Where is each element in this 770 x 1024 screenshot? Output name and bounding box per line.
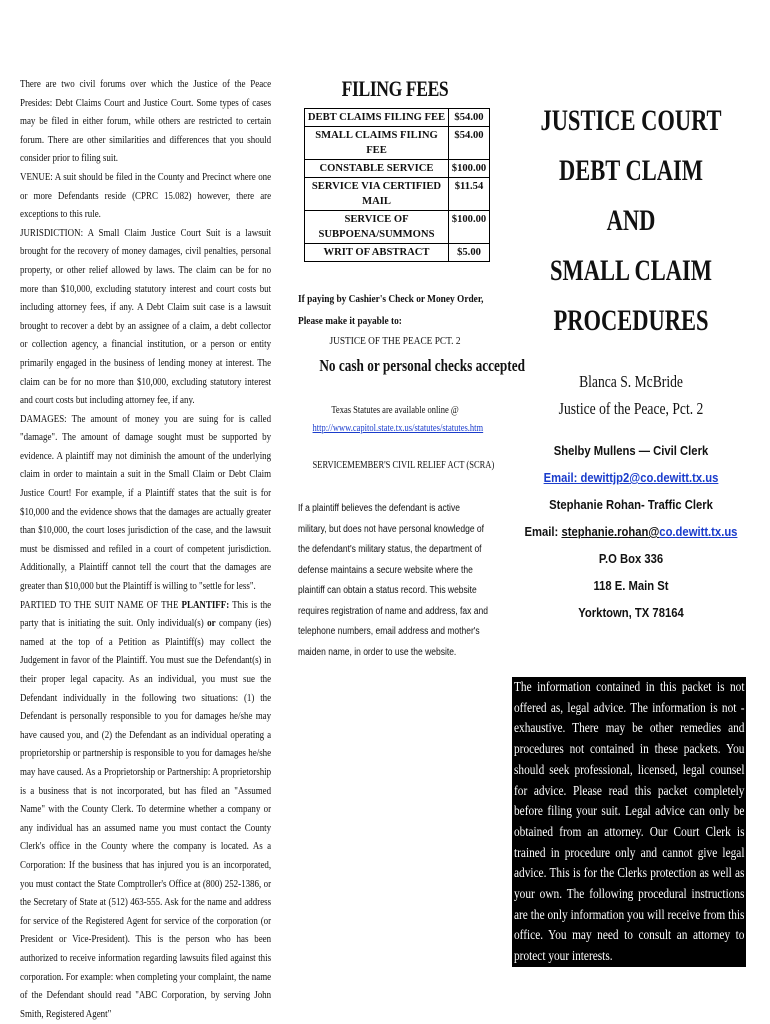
cover-title-line5: PROCEDURES — [553, 304, 709, 337]
filing-fees-table — [304, 108, 490, 262]
fee-row — [305, 244, 490, 262]
fee-amount: $54.00 — [449, 109, 490, 127]
statutes-text: Texas Statutes are available online @ — [331, 405, 459, 416]
po-box: P.O Box 336 — [598, 552, 664, 566]
damages-paragraph: DAMAGES: The amount of money you are suing for is called "damage". The amount of damage sought must be supported by evidence. A plaintiff may not diminish the amount of the underlying claim in order to maintain a suit in the Small Claim or Debt Claim Justice Court! For example, if a Plaintiff states that the suit is for $10,000 and the evidence shows that the damages are actually greater than $10,000, the court loses jurisdiction of the case, and the lawsuit must be dismissed and refiled in a court of competent jurisdiction. Additionally, a Plaintiff cannot tell the court that the damages are greater than $10,000 but the Plaintiff is willing to "settle for less". — [20, 413, 272, 593]
intro-paragraph: There are two civil forums over which the Justice of the Peace Presides: Debt Claims Court and Justice Court. Some types of cases may be filed in either forum, while others are restricted to certain forum. There are other similarities and differences that you should consider prior to filing suit. — [20, 79, 272, 165]
jurisdiction-paragraph: JURISDICTION: A Small Claim Justice Court Suit is a lawsuit brought for the recovery of money damages, civil penalties, personal property, or other relief allowed by laws. The claim can be for no more than $10,000, excluding statutory interest and court costs but including attorney fees, if any. A Debt Claim suit case is a lawsuit brought to recover a debt by an assignee of a claim, a debt collector or collection agency, a financial institution, or a person or entity primarily engaged in the business of lending money at interest. The claim can be for no more than $10,000, excluding statutory interest and court costs but including attorney fee, if any. — [20, 227, 272, 407]
civil-email-label: Email: — [543, 471, 581, 485]
traffic-clerk-email — [522, 519, 740, 546]
venue-paragraph: VENUE: A suit should be filed in the County and Precinct where one or more Defendants reside (CPRC 15.082) however, there are exceptions to this rule. — [20, 171, 272, 221]
traffic-clerk: Stephanie Rohan- Traffic Clerk — [549, 498, 713, 512]
filing-fees-title: FILING FEES — [341, 76, 449, 101]
fee-label: SMALL CLAIMS FILING FEE — [305, 127, 449, 160]
traffic-email-user[interactable]: stephanie.rohan@ — [561, 525, 660, 539]
disclaimer-box — [512, 677, 746, 967]
judge-name: Blanca S. McBride — [579, 372, 683, 391]
fees-column — [298, 76, 525, 663]
fee-amount: $54.00 — [449, 127, 490, 160]
procedures-column — [20, 76, 271, 1024]
fee-label: SERVICE OF SUBPOENA/SUMMONS — [305, 211, 449, 244]
fee-amount: $11.54 — [449, 178, 490, 211]
statutes-link[interactable]: http://www.capitol.state.tx.us/statutes/statutes.htm — [312, 423, 484, 434]
fee-row — [305, 178, 490, 211]
cover-title-line3: AND — [606, 204, 656, 237]
cover-title-line1: JUSTICE COURT — [540, 104, 722, 137]
scra-title: SERVICEMEMBER'S CIVIL RELIEF ACT (SCRA) — [312, 460, 495, 471]
scra-body: If a plaintiff believes the defendant is active military, but does not have personal knowledge of the defendant's military status, the department of defense maintains a secure website where the plaintiff can obtain a status record. This website requires registration of name and address, fax and telephone numbers, email address and mother's maiden name, in order to use the website. — [298, 503, 488, 658]
fee-label: CONSTABLE SERVICE — [305, 160, 449, 178]
no-cash-notice: No cash or personal checks accepted — [319, 356, 525, 375]
statutes-info — [312, 402, 484, 438]
civil-clerk: Shelby Mullens — Civil Clerk — [553, 444, 709, 458]
fee-row — [305, 127, 490, 160]
fee-amount: $100.00 — [449, 160, 490, 178]
fee-row — [305, 109, 490, 127]
fee-amount: $5.00 — [449, 244, 490, 262]
city-address: Yorktown, TX 78164 — [578, 606, 684, 620]
traffic-email-domain[interactable]: co.dewitt.tx.us — [659, 525, 738, 539]
cover-title-line2: DEBT CLAIM — [559, 154, 703, 187]
fee-row — [305, 160, 490, 178]
fee-label: DEBT CLAIMS FILING FEE — [305, 109, 449, 127]
payee: JUSTICE OF THE PEACE PCT. 2 — [329, 335, 461, 347]
fee-amount: $100.00 — [449, 211, 490, 244]
payment-note: If paying by Cashier's Check or Money Order, Please make it payable to: — [298, 293, 484, 327]
fee-label: WRIT OF ABSTRACT — [305, 244, 449, 262]
disclaimer-text: The information contained in this packet is not offered as, legal advice. The information is not -exhaustive. There may be other remedies and procedures not contained in these packets. You should seek professional, licensed, legal counsel for advice. Please read this packet completely before filing your suit. Legal advice can only be obtained from an attorney. Our Court Clerk is trained in procedure only and cannot give legal advice. This is for the Clerks protection as well as your own. The following procedural instructions are the only information you will receive from this office. You may need to consult an attorney to protect your interests. — [514, 679, 745, 964]
fee-label: SERVICE VIA CERTIFIED MAIL — [305, 178, 449, 211]
cover-column — [510, 96, 752, 627]
civil-email-link[interactable]: dewittjp2@co.dewitt.tx.us — [580, 471, 719, 485]
parties-paragraph: PARTIED TO THE SUIT NAME OF THE PLANTIFF: This is the party that is initiating the suit. Only individual(s) or company (ies) named at the top of a Petition as Plaintiff(s) may collect the Judgement in favor of the Plaintiff. You must sue the Defendant(s) in their proper legal capacity. As an individual, you must sue the Defendant individually in the following two situations: (1) the Defendant is personally responsible to you for damages he/she may have caused you, and (2) the Defendant as an individual operating a proprietorship or partnership is responsible to you for damages he/she may have caused. As a Proprietorship or Partnership: A proprietorship is a business that is not incorporated, but has filed an "Assumed Name" with the County Clerk. To determine whether a company or any individual has an assumed name you must contact the County Clerk's office in the County where the company is located. As a Corporation: If the business that has injured you is an incorporated, you must contact the State Comptroller's Office at (800) 252-1386, or the Secretary of State at (512) 463-555. Ask for the name and address for service of the Registered Agent for service of the corporation (or President or Vice-President). This is the person who has been authorized to receive information regarding lawsuits filed against this corporation. For example: when completing your complaint, the name of the Defendant should read "ABC Corporation, by serving John Smith, Registered Agent" — [20, 599, 272, 1020]
fee-row — [305, 211, 490, 244]
street-address: 118 E. Main St — [593, 579, 669, 593]
civil-clerk-email — [522, 465, 740, 492]
judge-title: Justice of the Peace, Pct. 2 — [558, 399, 704, 418]
cover-title-line4: SMALL CLAIM — [550, 254, 712, 287]
traffic-email-label: Email: — [524, 525, 562, 539]
